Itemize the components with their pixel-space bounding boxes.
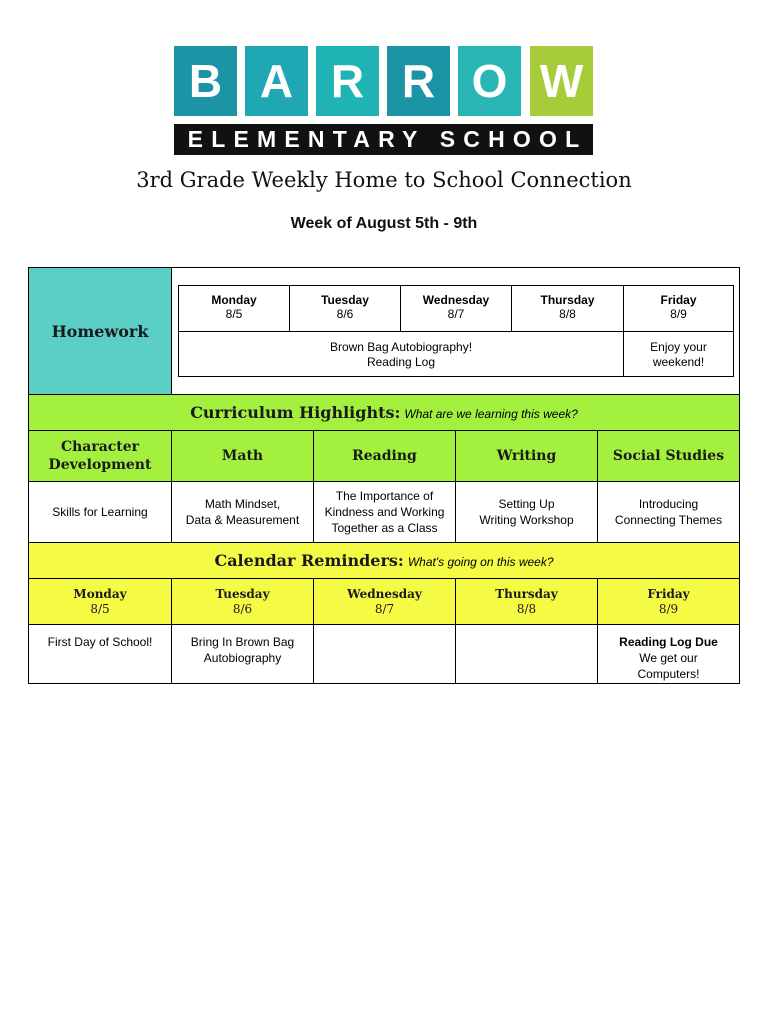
calendar-day-monday: Monday 8/5 [29, 579, 172, 624]
calendar-note-tuesday: Bring In Brown Bag Autobiography [172, 625, 314, 683]
calendar-day-wednesday: Wednesday 8/7 [314, 579, 456, 624]
curriculum-header [29, 394, 739, 430]
content-reading: The Importance of Kindness and Working Together as a Class [314, 482, 456, 542]
calendar-notes-row [29, 624, 739, 683]
calendar-day-thursday: Thursday 8/8 [456, 579, 598, 624]
homework-tasks-row [179, 331, 733, 376]
content-math: Math Mindset, Data & Measurement [172, 482, 314, 542]
weekly-table [28, 267, 740, 684]
subject-writing: Writing [456, 431, 598, 481]
homework-day-thursday: Thursday 8/8 [512, 286, 624, 331]
homework-day-wednesday: Wednesday 8/7 [401, 286, 512, 331]
homework-day-monday: Monday 8/5 [179, 286, 290, 331]
content-writing: Setting Up Writing Workshop [456, 482, 598, 542]
curriculum-subtitle: What are we learning this week? [404, 407, 578, 421]
calendar-note-wednesday [314, 625, 456, 683]
calendar-days-row [29, 578, 739, 624]
calendar-note-friday: Reading Log Due We get our Computers! [619, 635, 718, 681]
logo-letter: A [245, 46, 308, 116]
subjects-row [29, 430, 739, 481]
homework-day-tuesday: Tuesday 8/6 [290, 286, 401, 331]
homework-day-friday: Friday 8/9 [660, 293, 697, 321]
calendar-header [29, 542, 739, 578]
calendar-day-tuesday: Tuesday 8/6 [172, 579, 314, 624]
logo-letters [174, 46, 593, 116]
subject-content-row [29, 481, 739, 542]
logo-subtitle: ELEMENTARY SCHOOL [174, 124, 593, 155]
subject-reading: Reading [314, 431, 456, 481]
calendar-note-thursday [456, 625, 598, 683]
curriculum-title: Curriculum Highlights: [190, 403, 401, 422]
logo-letter: R [387, 46, 450, 116]
week-heading: Week of August 5th - 9th [290, 215, 478, 232]
school-logo [174, 46, 593, 155]
homework-table [178, 285, 734, 377]
homework-task-cell: Brown Bag Autobiography! Reading Log [179, 332, 624, 377]
homework-label: Homework [29, 268, 172, 394]
calendar-day-friday: Friday 8/9 [647, 586, 690, 616]
calendar-subtitle: What's going on this week? [407, 555, 554, 569]
subject-math: Math [172, 431, 314, 481]
logo-letter: W [530, 46, 593, 116]
calendar-title: Calendar Reminders: [214, 551, 404, 570]
logo-letter: R [316, 46, 379, 116]
homework-section [172, 268, 739, 394]
logo-letter: O [458, 46, 521, 116]
page-title: 3rd Grade Weekly Home to School Connection [136, 168, 632, 192]
content-character-development: Skills for Learning [29, 482, 172, 542]
calendar-note-monday: First Day of School! [29, 625, 172, 683]
content-social-studies: Introducing Connecting Themes [614, 497, 723, 527]
subject-character-development: Character Development [29, 431, 172, 481]
logo-letter: B [174, 46, 237, 116]
homework-friday-cell: Enjoy your weekend! [650, 339, 707, 369]
subject-social-studies: Social Studies [612, 448, 725, 464]
